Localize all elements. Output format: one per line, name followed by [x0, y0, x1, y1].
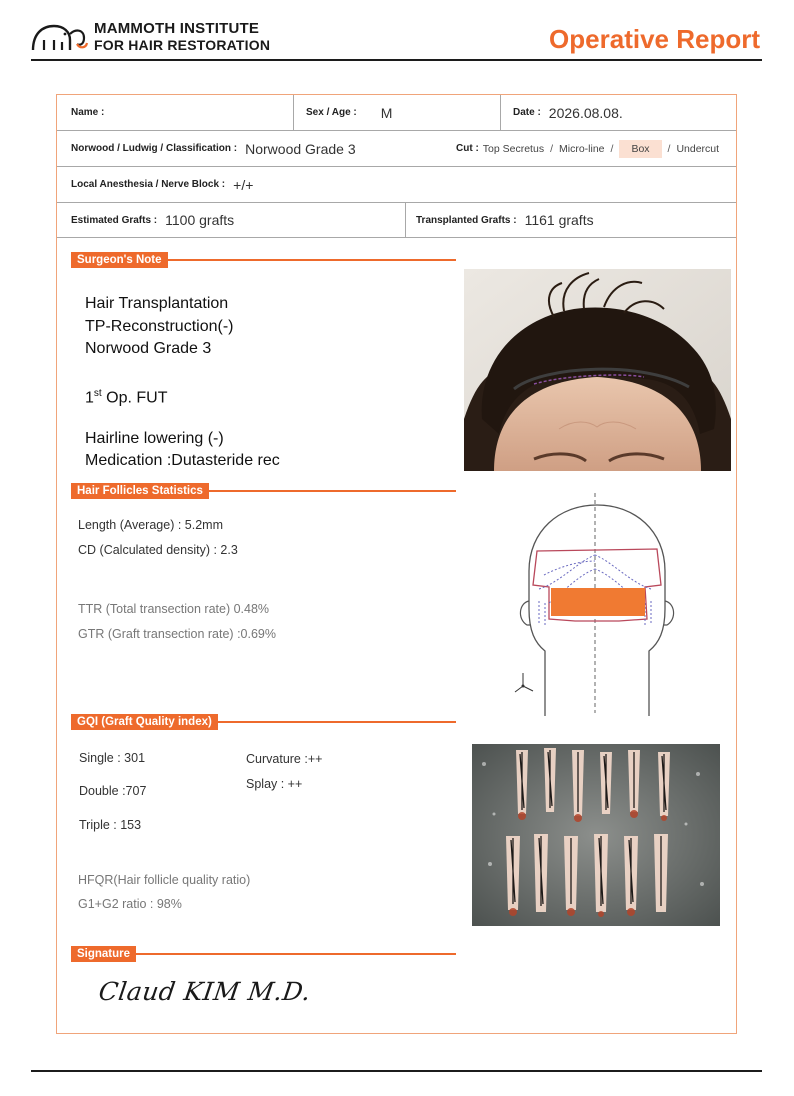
mammoth-logo-icon: [30, 22, 90, 52]
note-line-medication: Medication :Dutasteride rec: [85, 452, 280, 469]
estimated-grafts-field[interactable]: [71, 203, 234, 237]
anesthesia-value: +/+: [233, 176, 254, 193]
classification-field[interactable]: [71, 131, 356, 166]
gqi-g1g2-ratio: G1+G2 ratio : 98%: [78, 897, 182, 911]
hairline-photo-image: [464, 269, 731, 471]
signature-tag: Signature: [71, 946, 136, 962]
estimated-grafts-label: Estimated Grafts :: [71, 214, 158, 226]
op-text: Op. FUT: [101, 389, 168, 407]
gqi-curvature: Curvature :++: [246, 752, 323, 766]
gqi-triple: Triple : 153: [79, 818, 142, 832]
follicle-stats-heading: [71, 483, 456, 499]
classification-row: [57, 131, 736, 167]
patient-info-row: [57, 95, 736, 131]
signature-heading: [71, 946, 456, 962]
donor-area-diagram: [509, 491, 719, 716]
anesthesia-label: Local Anesthesia / Nerve Block :: [71, 179, 226, 190]
graft-microscope-photo: [472, 744, 720, 926]
doctor-signature: Claud KIM M.D.: [96, 977, 313, 1006]
note-line-operation: [85, 383, 167, 410]
stat-ttr: TTR (Total transection rate) 0.48%: [78, 602, 270, 616]
institute-logo: [30, 20, 290, 54]
follicle-stats-tag: Hair Follicles Statistics: [71, 483, 209, 499]
sex-age-value: M: [380, 104, 393, 121]
footer-divider: [31, 1070, 762, 1072]
op-suffix: st: [93, 388, 102, 399]
surgeons-note-heading: [71, 252, 456, 268]
column-divider: [500, 95, 501, 130]
note-line-grade: Norwood Grade 3: [85, 340, 212, 357]
sex-age-field[interactable]: [306, 95, 392, 130]
note-line-tp: TP-Reconstruction(-): [85, 318, 234, 335]
report-frame: [56, 94, 737, 1034]
note-line-procedure: Hair Transplantation: [85, 295, 229, 312]
surgeons-note-tag: Surgeon's Note: [71, 252, 168, 268]
header-divider: [31, 59, 762, 61]
note-line-hairline: Hairline lowering (-): [85, 430, 224, 447]
transplanted-grafts-value: 1161 grafts: [524, 212, 594, 228]
cut-option-undercut[interactable]: Undercut: [676, 142, 720, 155]
transplanted-grafts-field[interactable]: [416, 203, 594, 237]
org-name-line2: FOR HAIR RESTORATION: [94, 37, 271, 53]
date-value: 2026.08.08.: [548, 104, 623, 121]
stat-gtr: GTR (Graft transection rate) :0.69%: [78, 627, 276, 641]
column-divider: [293, 95, 294, 130]
cut-option-micro-line[interactable]: Micro-line: [559, 142, 605, 155]
estimated-grafts-value: 1100 grafts: [165, 212, 235, 228]
name-field[interactable]: [71, 95, 112, 130]
gqi-hfqr: HFQR(Hair follicle quality ratio): [78, 873, 251, 887]
stat-cd: CD (Calculated density) : 2.3: [78, 543, 238, 557]
cut-separator: /: [550, 142, 553, 155]
gqi-double: Double :707: [79, 784, 147, 798]
cut-separator: /: [667, 142, 671, 155]
gqi-heading: [71, 714, 456, 730]
gqi-splay: Splay : ++: [246, 777, 303, 791]
anesthesia-field[interactable]: [71, 167, 253, 202]
sex-age-label: Sex / Age :: [306, 107, 357, 118]
name-label: Name :: [71, 107, 105, 118]
anesthesia-row: [57, 167, 736, 203]
cut-separator: /: [610, 142, 614, 155]
report-title: Operative Report: [549, 24, 760, 54]
date-field[interactable]: [513, 95, 623, 130]
transplanted-grafts-label: Transplanted Grafts :: [416, 214, 517, 226]
cut-label: Cut :: [456, 143, 479, 154]
stat-length: Length (Average) : 5.2mm: [78, 518, 223, 532]
head-back-diagram-icon: [509, 491, 719, 716]
gqi-single: Single : 301: [79, 751, 146, 765]
cut-option-box-selected[interactable]: Box: [619, 140, 661, 158]
classification-value: Norwood Grade 3: [245, 140, 356, 157]
op-number: 1: [85, 389, 94, 407]
column-divider: [405, 203, 406, 237]
graft-photo-image: [472, 744, 720, 926]
patient-hairline-photo: [464, 269, 731, 471]
grafts-row: [57, 203, 736, 238]
date-label: Date :: [513, 107, 541, 118]
cut-option-top-secretus[interactable]: Top Secretus: [482, 142, 545, 155]
classification-label: Norwood / Ludwig / Classification :: [71, 143, 238, 154]
cut-options: [456, 131, 719, 166]
org-name-line1: MAMMOTH INSTITUTE: [94, 20, 260, 37]
gqi-tag: GQI (Graft Quality index): [71, 714, 218, 730]
